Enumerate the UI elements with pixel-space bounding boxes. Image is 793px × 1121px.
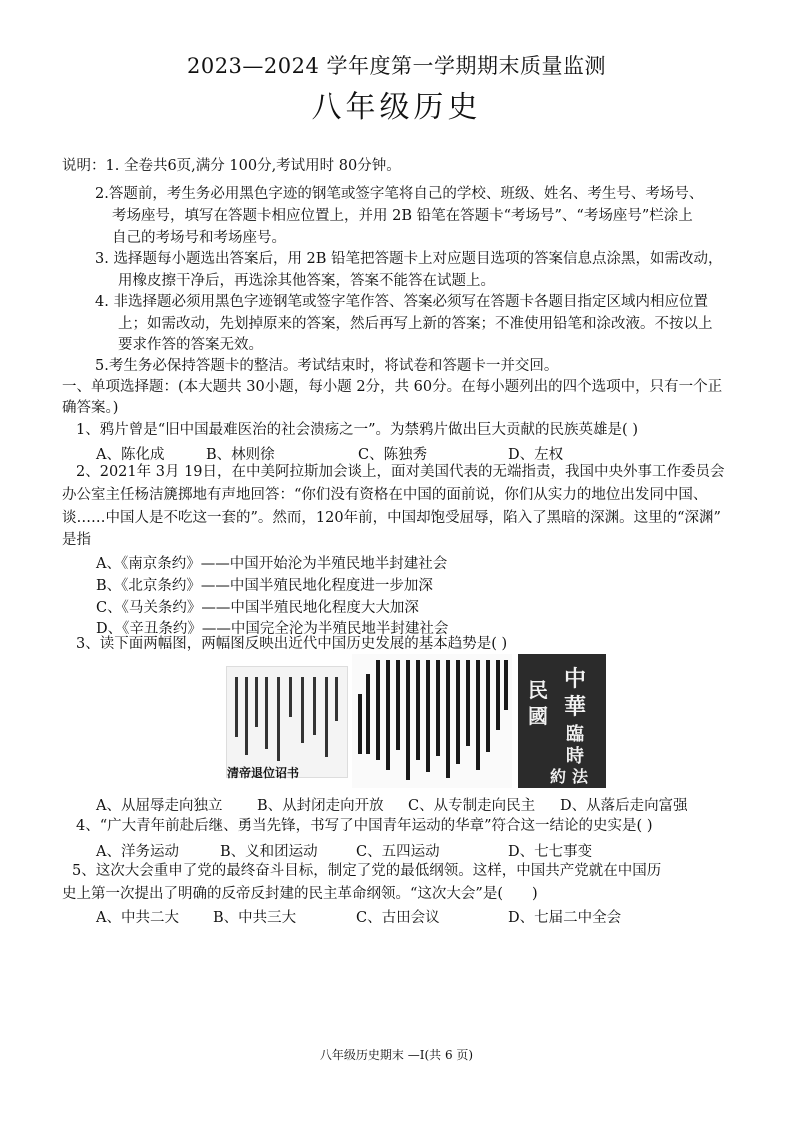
instruction-item-3-l1: 3. 选择题每小题选出答案后，用 2B 铅笔把答题卡上对应题目选项的答案信息点涂黑，如需改动， bbox=[95, 251, 723, 267]
instruction-item-2-l2: 考场座号，填写在答题卡相应位置上，并用 2B 铅笔在答题卡“考场号”、“考场座号”栏涂上 bbox=[112, 208, 693, 224]
q3-option-a[interactable]: A、从屈辱走向独立 bbox=[96, 798, 223, 814]
instructions-label-line bbox=[62, 156, 401, 177]
section-heading-l1: 一、单项选择题：(本大题共 30小题，每小题 2分，共 60分。在每小题列出的四个选项中，只有一个正 bbox=[62, 379, 723, 395]
seal-char-2: 華 bbox=[564, 694, 587, 720]
q2-stem-l4: 是指 bbox=[62, 532, 91, 548]
instruction-item-4-l2: 上；如需改动，先划掉原来的答案，然后再写上新的答案；不准使用铅笔和涂改液。不按以上 bbox=[118, 316, 713, 332]
q2-option-a[interactable]: A、《南京条约》——中国开始沦为半殖民地半封建社会 bbox=[96, 556, 448, 572]
seal-char-1: 中 bbox=[564, 666, 587, 692]
seal-char-6: 時 bbox=[566, 746, 584, 767]
q4-option-d[interactable]: D、七七事变 bbox=[508, 844, 593, 860]
q3-option-c[interactable]: C、从专制走向民主 bbox=[408, 798, 536, 814]
section-heading-l2: 确答案。) bbox=[62, 400, 119, 416]
seal-char-3: 民 bbox=[528, 678, 548, 702]
q4-option-c[interactable]: C、五四运动 bbox=[356, 844, 440, 860]
q3-option-b[interactable]: B、从封闭走向开放 bbox=[257, 798, 384, 814]
q5-stem-l2: 史上第一次提出了明确的反帝反封建的民主革命纲领。“这次大会”是( ) bbox=[62, 886, 538, 902]
q5-option-b[interactable]: B、中共三大 bbox=[213, 910, 297, 926]
instruction-item-3-l2: 用橡皮擦干净后，再选涂其他答案，答案不能答在试题上。 bbox=[118, 273, 495, 289]
q2-stem-l2: 办公室主任杨洁篪掷地有声地回答：“你们没有资格在中国的面前说，你们从实力的地位出发同中国、 bbox=[62, 487, 708, 503]
instruction-item-2-l1: 2.答题前，考生务必用黑色字迹的钢笔或签字笔将自己的学校、班级、姓名、考生号、考场号、 bbox=[95, 186, 704, 202]
abdication-edict-image bbox=[226, 666, 348, 778]
instruction-item-2-l3: 自己的考场号和考场座号。 bbox=[112, 230, 286, 246]
seal-char-7: 約 bbox=[550, 767, 567, 786]
page-footer: 八年级历史期末 —I(共 6 页) bbox=[319, 1048, 474, 1062]
q4-option-b[interactable]: B、义和团运动 bbox=[220, 844, 318, 860]
abdication-edict-caption: 清帝退位诏书 bbox=[227, 766, 300, 780]
q1-option-d[interactable]: D、左权 bbox=[508, 447, 564, 463]
seal-char-5: 臨 bbox=[566, 724, 584, 745]
q3-stem: 3、读下面两幅图，两幅图反映出近代中国历史发展的基本趋势是( ) bbox=[76, 636, 508, 652]
instruction-item-5: 5.考生务必保持答题卡的整洁。考试结束时，将试卷和答题卡一并交回。 bbox=[95, 358, 559, 374]
q1-option-c[interactable]: C、陈独秀 bbox=[358, 447, 428, 463]
q3-figure bbox=[226, 654, 606, 788]
q5-option-c[interactable]: C、古田会议 bbox=[356, 910, 440, 926]
q2-stem-l3: 谈……中国人是不吃这一套的”。然而，120年前，中国却饱受屈辱，陷入了黑暗的深渊。这里的“深渊” bbox=[62, 510, 721, 526]
instruction-item-4-l1: 4. 非选择题必须用黑色字迹钢笔或签字笔作答、答案必须写在答题卡各题目指定区域内相应位置 bbox=[95, 294, 708, 310]
provisional-constitution-image bbox=[518, 654, 606, 788]
q1-option-b[interactable]: B、林则徐 bbox=[206, 447, 275, 463]
q4-stem: 4、“广大青年前赴后继、勇当先锋，书写了中国青年运动的华章”符合这一结论的史实是( ) bbox=[76, 818, 653, 834]
q5-option-d[interactable]: D、七届二中全会 bbox=[508, 910, 622, 926]
q1-stem: 1、鸦片曾是“旧中国最难医治的社会溃疡之一”。为禁鸦片做出巨大贡献的民族英雄是( ) bbox=[76, 422, 638, 438]
q2-option-c[interactable]: C、《马关条约》——中国半殖民地化程度大大加深 bbox=[96, 600, 419, 616]
seal-char-4: 國 bbox=[528, 704, 548, 728]
instruction-item-4-l3: 要求作答的答案无效。 bbox=[118, 337, 263, 353]
instructions-label: 说明： bbox=[62, 158, 106, 174]
q1-option-a[interactable]: A、陈化成 bbox=[96, 447, 165, 463]
q4-option-a[interactable]: A、洋务运动 bbox=[96, 844, 179, 860]
edict-text-image bbox=[352, 654, 512, 788]
instruction-item-1: 1. 全卷共6页,满分 100分,考试用时 80分钟。 bbox=[105, 158, 401, 174]
exam-title: 2023—2024 学年度第一学期期末质量监测 bbox=[186, 54, 607, 78]
q2-option-b[interactable]: B、《北京条约》——中国半殖民地化程度进一步加深 bbox=[96, 578, 433, 594]
seal-char-8: 法 bbox=[572, 767, 589, 786]
q2-option-d[interactable]: D、《辛丑条约》——中国完全沦为半殖民地半封建社会 bbox=[96, 621, 449, 637]
q2-stem-l1: 2、2021年 3月 19日，在中美阿拉斯加会谈上，面对美国代表的无端指责，我国中央外事工作委员会 bbox=[76, 464, 725, 480]
q5-option-a[interactable]: A、中共二大 bbox=[96, 910, 179, 926]
subject-title: 八年级历史 bbox=[311, 90, 482, 125]
q3-option-d[interactable]: D、从落后走向富强 bbox=[560, 798, 688, 814]
q5-stem-l1: 5、这次大会重申了党的最终奋斗目标，制定了党的最低纲领。这样，中国共产党就在中国历 bbox=[72, 863, 662, 879]
